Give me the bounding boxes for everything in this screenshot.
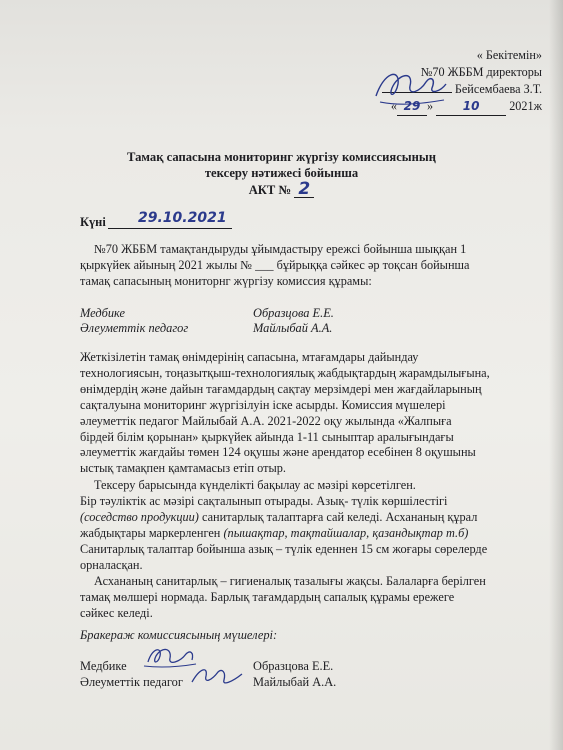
date-label: Күні	[80, 215, 106, 229]
date-underline	[108, 210, 232, 229]
approval-date-line: « 29 » 10 2021ж	[372, 98, 542, 116]
intro-line: қыркүйек айының 2021 жылы № ___ бұйрыққа сәйкес әр тоқсан бойынша	[80, 257, 470, 272]
director-signature	[370, 62, 450, 110]
body-line: тамақ мөлшері нормада. Барлық тағамдардың сапалық құрамы ережеге	[80, 589, 455, 604]
body-paragraph-3	[80, 574, 550, 622]
body-line-mixed	[80, 526, 550, 542]
signature-name: Образцова Е.Е.	[253, 659, 334, 673]
act-label: АКТ №	[248, 183, 292, 197]
body-line: Тексеру барысында күнделікті бақылау ас мәзірі көрсетілген.	[94, 478, 416, 492]
page-edge-shadow	[549, 0, 563, 750]
body-line-mixed	[80, 510, 550, 526]
approval-day: 29	[397, 98, 427, 116]
italic-phrase: (соседство продукции)	[80, 509, 199, 524]
date-written: 29.10.2021	[138, 210, 227, 226]
italic-phrase: (пышақтар, тақтайшалар, қазандықтар т.б)	[223, 525, 469, 540]
member-name: Майлыбай А.А.	[253, 321, 333, 335]
body-line: өнімдердің және дайын тағамдардың сақтау мерзімдері мен жағдайларының	[80, 381, 482, 396]
body-line: Жеткізілетін тамақ өнімдерінің сапасына, мтағамдары дайындау	[80, 350, 419, 364]
body-line: Бір тәуліктік ас мәзірі сақталынып отырады. Азық- түлік көршілестігі	[80, 493, 448, 508]
approval-month: 10	[436, 98, 506, 116]
approval-line2: №70 ЖББМ директоры	[420, 65, 542, 79]
commission-heading: Бракераж комиссиясының мүшелері:	[80, 628, 278, 642]
body-line: сақталуына мониторинг жүргізілуін іске асырды. Комиссия мүшелері	[80, 397, 446, 412]
act-number: 2	[294, 181, 314, 198]
social-pedagogue-signature	[186, 664, 250, 692]
body-line: әлеуметтік жағдайы төмен 124 оқушы және арендатор есебінен 8 оқушыны	[80, 445, 476, 460]
body-line: бірдей білім қорынан» қыркүйек айында 1-11 сыныптар аралығындағы	[80, 429, 454, 444]
director-name: Бейсембаева З.Т.	[454, 82, 542, 96]
body-line: технологиясын, тоңазытқыш-технологиялық жабдықтардың жарамдылығына,	[80, 365, 490, 380]
member-role: Әлеуметтік педагог	[80, 321, 189, 335]
body-paragraph-1	[80, 350, 550, 477]
body-line: Асхананың санитарлық – гигиеналық тазалығы жақсы. Балаларға берілген	[94, 574, 486, 588]
body-paragraph-2	[80, 478, 550, 573]
intro-line: тамақ сапасының мониторнг жүргізу комиссия құрамы:	[80, 273, 372, 288]
member-name: Образцова Е.Е.	[253, 306, 334, 320]
signature-role: Әлеуметтік педагог	[80, 675, 183, 689]
act-title-line3	[0, 181, 563, 198]
body-line: сәйкес келеді.	[80, 605, 153, 620]
signature-role: Медбике	[80, 659, 127, 673]
approval-line1: « Бекітемін»	[476, 48, 542, 62]
body-line: әлеуметтік педагог Майлыбай А.А. 2021-2022 оқу жылында «Жалпыға	[80, 413, 452, 428]
body-line: ыстық тамақпен қамтамасыз етіп отыр.	[80, 461, 286, 476]
body-text: санитарлық талаптарға сай келеді. Асхананың құрал	[198, 509, 478, 524]
body-line: Санитарлық талаптар бойынша азық – түлік еденнен 15 см жоғары сөрелерде	[80, 541, 488, 556]
approval-year: 2021ж	[509, 99, 542, 113]
act-title-line2: тексеру нәтижесі бойынша	[204, 166, 359, 180]
act-title-line1: Тамақ сапасына мониторинг жүргізу комиссиясының	[127, 150, 436, 164]
member-role: Медбике	[80, 306, 126, 320]
intro-paragraph	[80, 242, 550, 290]
signature-name: Майлыбай А.А.	[253, 675, 337, 689]
body-line: орналасқан.	[80, 557, 143, 572]
body-text: жабдықтары маркерленген	[80, 525, 224, 540]
intro-line: №70 ЖББМ тамақтандыруды ұйымдастыру ережсі бойынша шыққан 1	[94, 242, 467, 256]
